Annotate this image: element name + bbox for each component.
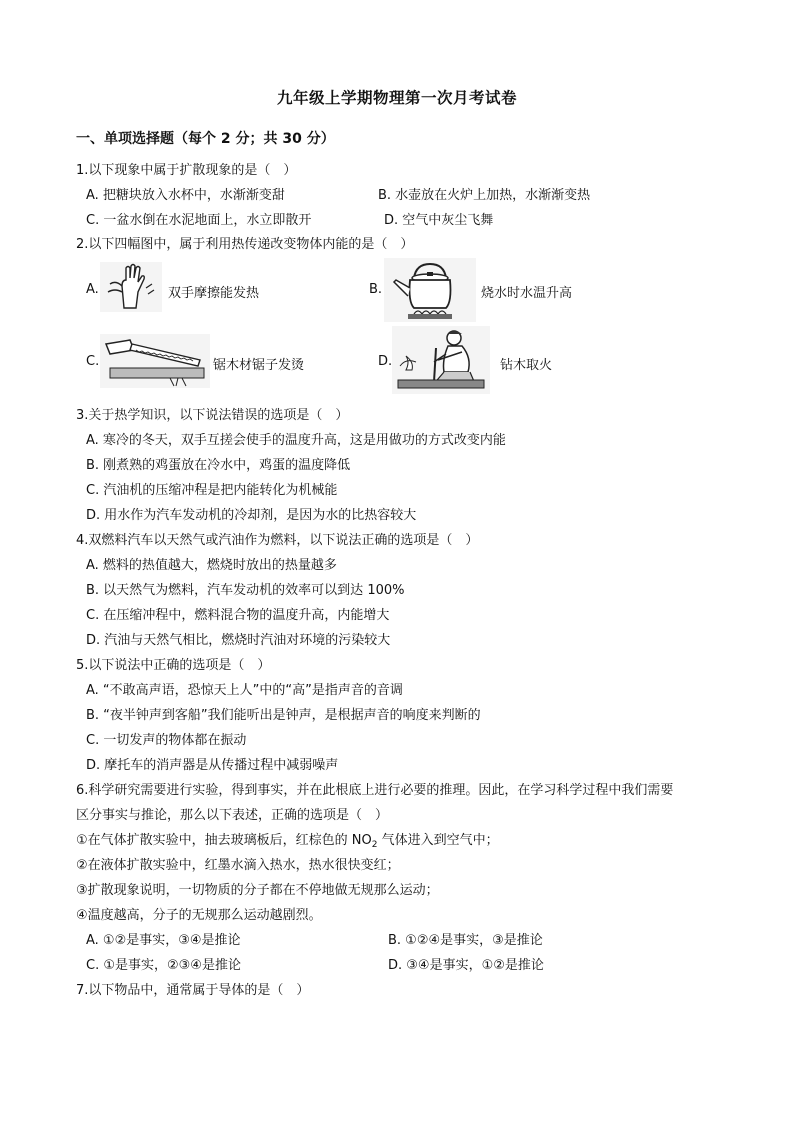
- q6-option-b: B. ①②④是事实，③是推论: [388, 933, 543, 948]
- q6-statement-4: ④温度越高，分子的无规那么运动越剧烈。: [76, 908, 322, 923]
- q2-option-a-caption: 双手摩擦能发热: [168, 286, 260, 301]
- q3-option-c: C. 汽油机的压缩冲程是把内能转化为机械能: [86, 483, 338, 498]
- q2-option-d-caption: 钻木取火: [500, 358, 553, 373]
- q6-statement-1: [76, 832, 499, 854]
- question-4-stem: 4.双燃料汽车以天然气或汽油作为燃料，以下说法正确的选项是（ ）: [76, 533, 479, 548]
- q2-option-c-caption: 锯木材锯子发烫: [213, 358, 305, 373]
- q3-option-d: D. 用水作为汽车发动机的冷却剂，是因为水的比热容较大: [86, 508, 417, 523]
- q1-option-d: D. 空气中灰尘飞舞: [384, 213, 494, 228]
- q6-statement-2: ②在液体扩散实验中，红墨水滴入热水，热水很快变红；: [76, 858, 400, 873]
- q1-option-b: B. 水壶放在火炉上加热，水渐渐变热: [378, 188, 591, 203]
- question-5-stem: 5.以下说法中正确的选项是（ ）: [76, 658, 271, 673]
- section-heading: 一、单项选择题（每个 2 分；共 30 分）: [76, 131, 335, 147]
- q6-statement-3: ③扩散现象说明，一切物质的分子都在不停地做无规那么运动；: [76, 883, 439, 898]
- q4-option-b: B. 以天然气为燃料，汽车发动机的效率可以到达 100%: [86, 583, 405, 598]
- q5-option-a: A. “不敢高声语，恐惊天上人”中的“高”是指声音的音调: [86, 683, 403, 698]
- q3-option-a: A. 寒冷的冬天，双手互搓会使手的温度升高，这是用做功的方式改变内能: [86, 433, 506, 448]
- q2-option-d-letter: D.: [378, 354, 393, 369]
- question-3-stem: 3.关于热学知识，以下说法错误的选项是（ ）: [76, 408, 349, 423]
- q2-option-b-letter: B.: [369, 282, 383, 297]
- q1-option-a: A. 把糖块放入水杯中，水渐渐变甜: [86, 188, 285, 203]
- question-6-stem-line-2: 区分事实与推论，那么以下表述，正确的选项是（ ）: [76, 808, 389, 823]
- q4-option-a: A. 燃料的热值越大，燃烧时放出的热量越多: [86, 558, 337, 573]
- q5-option-d: D. 摩托车的消声器是从传播过程中减弱噪声: [86, 758, 339, 773]
- saw-cutting-wood-icon: [100, 334, 210, 392]
- question-6-stem-line-1: 6.科学研究需要进行实验，得到事实，并在此根底上进行必要的推理。因此，在学习科学过程中我们需要: [76, 783, 674, 798]
- q6-option-a: A. ①②是事实，③④是推论: [86, 933, 241, 948]
- drilling-wood-fire-icon: [392, 326, 490, 398]
- question-2-stem: 2.以下四幅图中，属于利用热传递改变物体内能的是（ ）: [76, 237, 414, 252]
- q5-option-b: B. “夜半钟声到客船”我们能听出是钟声，是根据声音的响度来判断的: [86, 708, 481, 723]
- page-title: 九年级上学期物理第一次月考试卷: [276, 89, 517, 107]
- q2-option-c-letter: C.: [86, 354, 100, 369]
- q4-option-c: C. 在压缩冲程中，燃料混合物的温度升高，内能增大: [86, 608, 390, 623]
- q6-statement-1-text: ①在气体扩散实验中，抽去玻璃板后，红棕色的 NO: [76, 833, 372, 848]
- q2-option-b-caption: 烧水时水温升高: [481, 286, 573, 301]
- q1-option-c: C. 一盆水倒在水泥地面上，水立即散开: [86, 213, 312, 228]
- kettle-on-fire-icon: [384, 258, 476, 326]
- q6-option-d: D. ③④是事实，①②是推论: [388, 958, 544, 973]
- q3-option-b: B. 刚煮熟的鸡蛋放在冷水中，鸡蛋的温度降低: [86, 458, 351, 473]
- question-1-stem: 1.以下现象中属于扩散现象的是（ ）: [76, 163, 297, 178]
- q2-option-a-letter: A.: [86, 282, 99, 297]
- q6-option-c: C. ①是事实，②③④是推论: [86, 958, 241, 973]
- hands-rubbing-icon: [100, 262, 162, 316]
- q5-option-c: C. 一切发声的物体都在振动: [86, 733, 247, 748]
- q4-option-d: D. 汽油与天然气相比，燃烧时汽油对环境的污染较大: [86, 633, 391, 648]
- q6-statement-1-text-end: 气体进入到空气中；: [377, 833, 499, 848]
- q6-statement-1-subscript: 2: [371, 840, 378, 850]
- question-7-stem: 7.以下物品中，通常属于导体的是（ ）: [76, 983, 310, 998]
